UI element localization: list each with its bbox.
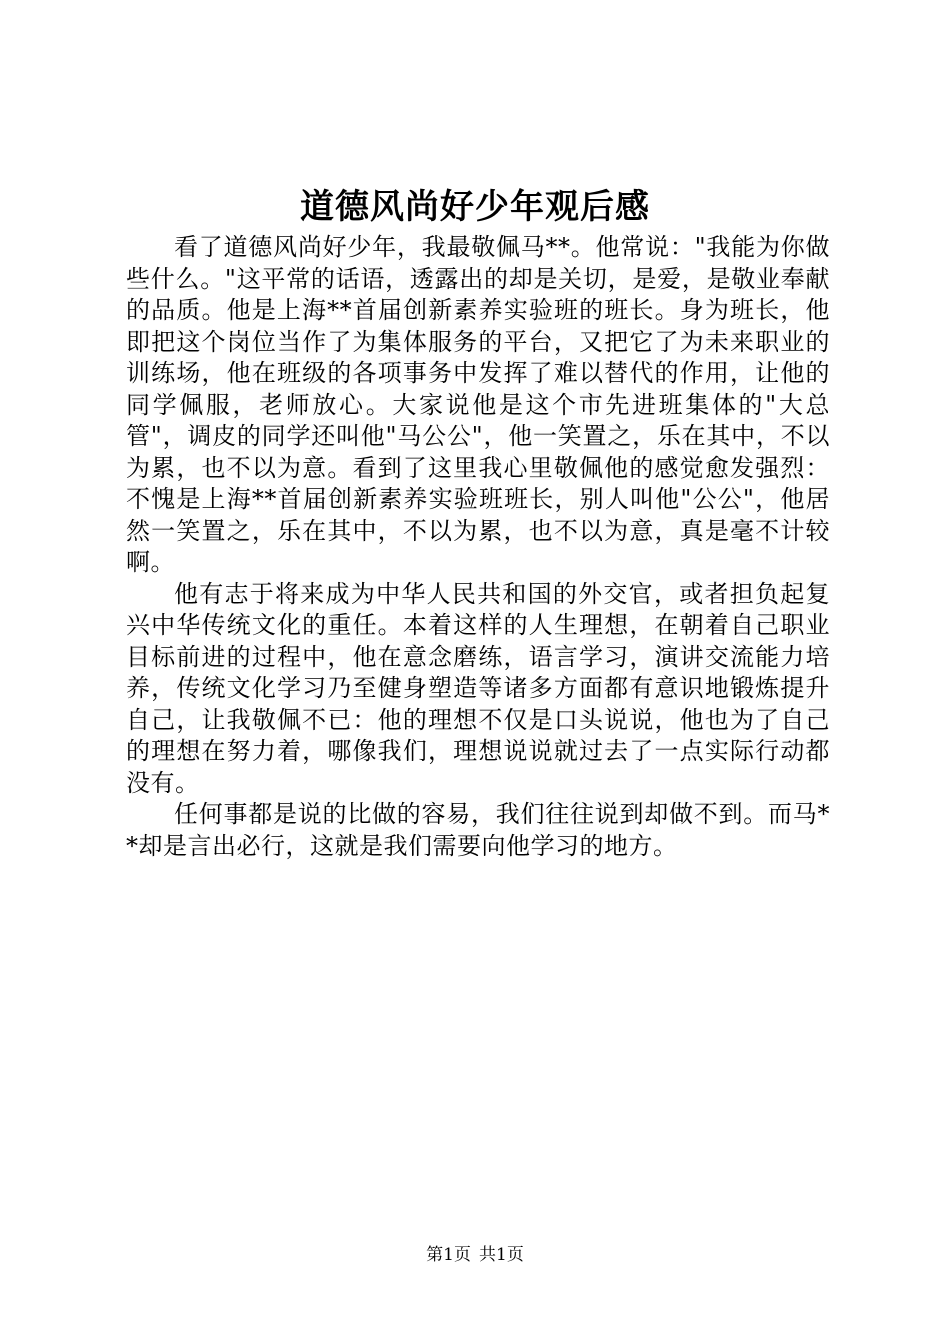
page-footer [0, 1243, 950, 1267]
page-total: 共1页 [479, 1245, 524, 1265]
page-number: 第1页 [426, 1245, 471, 1265]
paragraph-3: 任何事都是说的比做的容易，我们往往说到却做不到。而马**却是言出必行，这就是我们需要向他学习的地方。 [126, 800, 830, 860]
paragraph-2: 他有志于将来成为中华人民共和国的外交官，或者担负起复兴中华传统文化的重任。本着这样的人生理想，在朝着自己职业目标前进的过程中，他在意念磨练，语言学习，演讲交流能力培养，传统文化学习乃至健身塑造等诸多方面都有意识地锻炼提升自己，让我敬佩不已：他的理想不仅是口头说说，他也为了自己的理想在努力着，哪像我们，理想说说就过去了一点实际行动都没有。 [126, 579, 830, 797]
paragraph-1: 看了道德风尚好少年，我最敬佩马**。他常说："我能为你做些什么。"这平常的话语，透露出的却是关切，是爱，是敬业奉献的品质。他是上海**首届创新素养实验班的班长。身为班长，他即把这个岗位当作了为集体服务的平台，又把它了为未来职业的训练场，他在班级的各项事务中发挥了难以替代的作用，让他的同学佩服，老师放心。大家说他是这个市先进班集体的"大总管"，调皮的同学还叫他"马公公"，他一笑置之，乐在其中，不以为累，也不以为意。看到了这里我心里敬佩他的感觉愈发强烈：不愧是上海**首届创新素养实验班班长，别人叫他"公公"，他居然一笑置之，乐在其中，不以为累，也不以为意，真是毫不计较啊。 [126, 233, 830, 576]
document-title: 道德风尚好少年观后感 [300, 187, 650, 227]
document-body [126, 232, 830, 862]
